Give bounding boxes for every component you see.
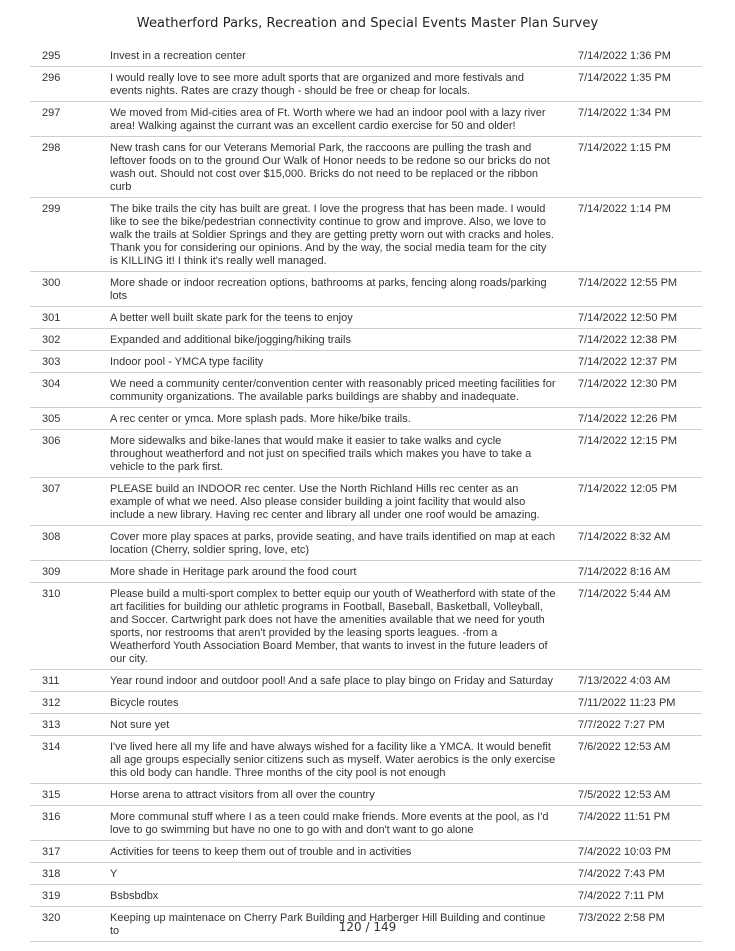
- response-number: 298: [42, 142, 61, 154]
- response-number: 319: [42, 890, 61, 902]
- response-number: 306: [42, 435, 61, 447]
- table-row: [30, 583, 702, 670]
- response-number: 301: [42, 312, 61, 324]
- response-text: Keeping up maintenace on Cherry Park Building and Harberger Hill Building and continue to: [110, 912, 546, 937]
- response-date: 7/14/2022 1:35 PM: [578, 72, 671, 84]
- response-number: 303: [42, 356, 61, 368]
- response-date: 7/14/2022 5:44 AM: [578, 588, 671, 600]
- response-text: Please build a multi-sport complex to better equip our youth of Weatherford with state of the art facilities for building our athletic programs in Football, Baseball, Basketball, Volleyball, and Soccer. Cartwright park does not have the amenities available that we need for youth sports, nor restrooms that aren't provided by the leasing sports leagues. -from a Weatherford Youth Association Board Member, that wants to invest in the future leaders of our city.: [110, 588, 556, 665]
- response-number: 316: [42, 811, 61, 823]
- response-number: 304: [42, 378, 61, 390]
- response-date: 7/14/2022 12:50 PM: [578, 312, 678, 324]
- response-text: A rec center or ymca. More splash pads. More hike/bike trails.: [110, 413, 411, 425]
- response-date: 7/14/2022 1:36 PM: [578, 50, 671, 62]
- table-row: [30, 885, 702, 907]
- response-text: Cover more play spaces at parks, provide seating, and have trails identified on map at each location (Cherry, soldier spring, love, etc): [110, 531, 556, 556]
- table-row: [30, 67, 702, 102]
- response-number: 317: [42, 846, 61, 858]
- table-row: [30, 806, 702, 841]
- response-date: 7/14/2022 12:55 PM: [578, 277, 678, 289]
- table-row: [30, 408, 702, 430]
- response-date: 7/14/2022 1:34 PM: [578, 107, 671, 119]
- response-text: Activities for teens to keep them out of trouble and in activities: [110, 846, 412, 858]
- table-row: [30, 198, 702, 272]
- page-title: Weatherford Parks, Recreation and Special Events Master Plan Survey: [136, 16, 599, 31]
- table-row: [30, 561, 702, 583]
- table-row: [30, 784, 702, 806]
- response-date: 7/14/2022 12:15 PM: [578, 435, 678, 447]
- response-date: 7/14/2022 8:16 AM: [578, 566, 671, 578]
- response-date: 7/14/2022 8:32 AM: [578, 531, 671, 543]
- response-text: I would really love to see more adult sports that are organized and more festivals and events nights. Rates are crazy though - should be free or cheap for locals.: [110, 72, 524, 97]
- table-row: [30, 329, 702, 351]
- response-date: 7/6/2022 12:53 AM: [578, 741, 671, 753]
- response-date: 7/13/2022 4:03 AM: [578, 675, 671, 687]
- response-text: A better well built skate park for the teens to enjoy: [110, 312, 353, 324]
- table-row: [30, 863, 702, 885]
- response-number: 307: [42, 483, 61, 495]
- table-row: [30, 841, 702, 863]
- table-row: [30, 526, 702, 561]
- response-text: The bike trails the city has built are great. I love the progress that has been made. I would like to see the bike/pedestrian connectivity continue to grow and improve. Also, we love to walk the trails at Soldier Springs and they are getting pretty worn out with cracks and holes. Thank you for considering our opinions. And by the way, the social media team for the city is KILLING it! I think it's really well managed.: [110, 203, 554, 267]
- response-date: 7/14/2022 1:15 PM: [578, 142, 671, 154]
- response-date: 7/14/2022 1:14 PM: [578, 203, 671, 215]
- response-text: More communal stuff where I as a teen could make friends. More events at the pool, as I'd love to go swimming but have no one to go with and don't want to go alone: [110, 811, 549, 836]
- response-text: Expanded and additional bike/jogging/hiking trails: [110, 334, 351, 346]
- table-row: [30, 102, 702, 137]
- table-row: [30, 373, 702, 408]
- response-number: 308: [42, 531, 61, 543]
- response-number: 297: [42, 107, 61, 119]
- response-date: 7/14/2022 12:37 PM: [578, 356, 678, 368]
- response-date: 7/4/2022 7:43 PM: [578, 868, 665, 880]
- response-number: 300: [42, 277, 61, 289]
- response-date: 7/4/2022 11:51 PM: [578, 811, 671, 823]
- response-text: More shade or indoor recreation options, bathrooms at parks, fencing along roads/parking lots: [110, 277, 547, 302]
- response-number: 295: [42, 50, 61, 62]
- response-text: New trash cans for our Veterans Memorial Park, the raccoons are pulling the trash and leftover foods on to the ground Our Walk of Honor needs to be redone so our bricks do not wash out. Should not cost over $15,000. Bricks do not need to be replaced or the ribbon curb: [110, 142, 550, 193]
- response-text: Invest in a recreation center: [110, 50, 246, 62]
- response-text: We need a community center/convention center with reasonably priced meeting facilities for community organizations. The available parks buildings are shabby and inadequate.: [110, 378, 556, 403]
- table-row: [30, 351, 702, 373]
- response-number: 299: [42, 203, 61, 215]
- response-date: 7/14/2022 12:30 PM: [578, 378, 678, 390]
- response-text: Y: [110, 868, 118, 880]
- response-text: I've lived here all my life and have always wished for a facility like a YMCA. It would benefit all age groups especially senior citizens such as myself. Water aerobics is the only exercise this old body can handle. Three months of the city pool is not enough: [110, 741, 556, 779]
- response-text: Bsbsbdbx: [110, 890, 159, 902]
- response-number: 313: [42, 719, 61, 731]
- response-number: 318: [42, 868, 61, 880]
- page-number: 120 / 149: [338, 920, 397, 934]
- response-text: Indoor pool - YMCA type facility: [110, 356, 264, 368]
- response-date: 7/5/2022 12:53 AM: [578, 789, 671, 801]
- response-date: 7/14/2022 12:05 PM: [578, 483, 678, 495]
- response-date: 7/3/2022 2:58 PM: [578, 912, 665, 924]
- response-number: 309: [42, 566, 61, 578]
- response-date: 7/14/2022 12:38 PM: [578, 334, 678, 346]
- table-row: [30, 478, 702, 526]
- response-number: 315: [42, 789, 61, 801]
- response-number: 320: [42, 912, 61, 924]
- table-row: [30, 137, 702, 198]
- response-number: 312: [42, 697, 61, 709]
- response-number: 311: [42, 675, 60, 687]
- response-text: We moved from Mid-cities area of Ft. Worth where we had an indoor pool with a lazy river area! Walking against the currant was an excellent cardio exercise for 50 and older!: [110, 107, 546, 132]
- table-row: [30, 692, 702, 714]
- table-row: [30, 430, 702, 478]
- response-number: 296: [42, 72, 61, 84]
- response-text: More shade in Heritage park around the food court: [110, 566, 357, 578]
- response-number: 302: [42, 334, 61, 346]
- response-date: 7/14/2022 12:26 PM: [578, 413, 678, 425]
- response-number: 314: [42, 741, 61, 753]
- response-date: 7/4/2022 7:11 PM: [578, 890, 665, 902]
- response-text: Not sure yet: [110, 719, 170, 731]
- response-text: Horse arena to attract visitors from all over the country: [110, 789, 375, 801]
- responses-table: [30, 45, 702, 942]
- table-row: [30, 714, 702, 736]
- response-text: More sidewalks and bike-lanes that would make it easier to take walks and cycle throughout weatherford and not just on specified trails which makes you have to take a vehicle to the park first.: [110, 435, 532, 473]
- table-row: [30, 272, 702, 307]
- response-text: Bicycle routes: [110, 697, 179, 709]
- response-number: 310: [42, 588, 61, 600]
- response-date: 7/11/2022 11:23 PM: [578, 697, 676, 709]
- response-text: Year round indoor and outdoor pool! And a safe place to play bingo on Friday and Saturday: [110, 675, 553, 687]
- table-row: [30, 307, 702, 329]
- response-date: 7/7/2022 7:27 PM: [578, 719, 665, 731]
- response-text: PLEASE build an INDOOR rec center. Use the North Richland Hills rec center as an example of what we need. Also please consider building a joint facility that would also include a new library. Having rec center and library all under one roof would be amazing.: [110, 483, 540, 521]
- response-number: 305: [42, 413, 61, 425]
- table-row: [30, 736, 702, 784]
- table-row: [30, 670, 702, 692]
- response-date: 7/4/2022 10:03 PM: [578, 846, 671, 858]
- table-row: [30, 45, 702, 67]
